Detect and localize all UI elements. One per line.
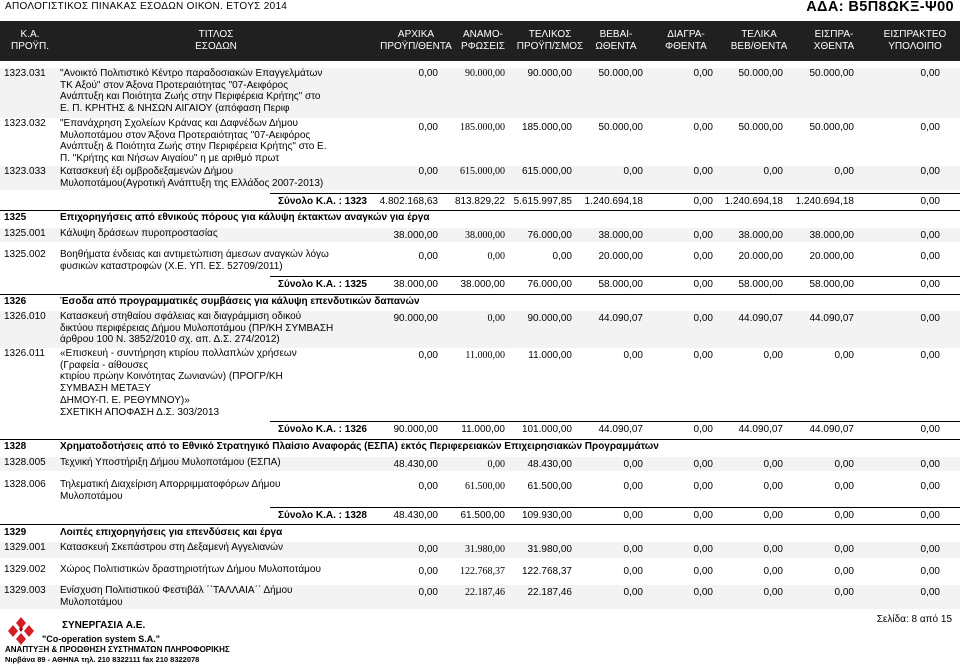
value-collected: 0,00: [834, 481, 854, 492]
col-final-header: ΤΕΛΙΚΟΣ ΠΡΟΫΠ/ΣΜΟΣ: [516, 29, 584, 52]
value-remaining: 0,00: [920, 230, 940, 241]
table-row: [0, 249, 960, 273]
value-final-certified: 0,00: [763, 459, 783, 470]
total-deleted: 0,00: [693, 279, 713, 290]
section-header: [0, 527, 960, 541]
value-deleted: 0,00: [693, 544, 713, 555]
row-code: 1325.001: [4, 228, 46, 239]
row-description: Τηλεματική Διαχείριση Απορριμματοφόρων Δήμου Μυλοποτάμου: [60, 479, 281, 502]
total-label: Σύνολο Κ.Α. : 1325: [278, 279, 367, 290]
total-final-certified: 44.090,07: [738, 424, 783, 435]
value-initial: 0,00: [418, 481, 438, 492]
total-initial: 48.430,00: [393, 510, 438, 521]
total-row: [0, 196, 960, 210]
value-revised: 90.000,00: [465, 68, 505, 79]
col-initial-header: ΑΡΧΙΚΑ ΠΡΟΫΠ/ΘΕΝΤΑ: [380, 29, 452, 52]
value-final-certified: 38.000,00: [738, 230, 783, 241]
total-label: Σύνολο Κ.Α. : 1323: [278, 196, 367, 207]
value-final-certified: 0,00: [763, 566, 783, 577]
row-description: Κατασκευή στηθαίου σφάλειας και διαγράμμιση οδικού δικτύου περιφέρειας Δήμου Μυλοποτάμου (ΠΡ/ΚΗ ΣΥΜΒΑΣΗ άρθρου 100 Ν. 3852/2010 σχ. απ. Δ.Σ. 274/2012): [60, 311, 334, 346]
total-collected: 0,00: [834, 510, 854, 521]
col-title-header: ΤΙΤΛΟΣ ΕΣΟΔΩΝ: [195, 29, 237, 52]
total-final-certified: 0,00: [763, 510, 783, 521]
value-collected: 0,00: [834, 544, 854, 555]
section-header: [0, 296, 960, 310]
row-code: 1323.033: [4, 166, 46, 177]
row-description: Κατασκευή Σκεπάστρου στη Δεξαμενή Αγγελιανών: [60, 542, 283, 553]
footer-description: ΑΝΑΠΤΥΞΗ & ΠΡΟΩΘΗΣΗ ΣΥΣΤΗΜΑΤΩΝ ΠΛΗΡΟΦΟΡΙΚΗΣ: [5, 645, 230, 654]
section-title: Επιχορηγήσεις από εθνικούς πόρους για κάλυψη έκτακτων αναγκών για έργα: [60, 212, 430, 223]
footer-system: "Co-operation system S.A.": [42, 634, 161, 644]
value-deleted: 0,00: [693, 230, 713, 241]
value-final-certified: 50.000,00: [738, 68, 783, 79]
total-deleted: 0,00: [693, 510, 713, 521]
total-revised: 38.000,00: [460, 279, 505, 290]
value-revised: 0,00: [487, 251, 505, 262]
value-initial: 0,00: [418, 566, 438, 577]
section-title: Έσοδα από προγραμματικές συμβάσεις για κάλυψη επενδυτικών δαπανών: [60, 296, 420, 307]
total-certified: 1.240.694,18: [584, 196, 643, 207]
total-remaining: 0,00: [920, 424, 940, 435]
value-revised: 122.768,37: [460, 566, 505, 577]
total-revised: 813.829,22: [454, 196, 505, 207]
value-initial: 90.000,00: [393, 313, 438, 324]
value-deleted: 0,00: [693, 350, 713, 361]
table-row: [0, 228, 960, 242]
section-divider: [0, 210, 960, 211]
value-collected: 0,00: [834, 566, 854, 577]
total-label: Σύνολο Κ.Α. : 1328: [278, 510, 367, 521]
ada-code: ΑΔΑ: Β5Π8ΩΚΞ-Ψ00: [806, 0, 954, 15]
total-row: [0, 279, 960, 293]
section-code: 1328: [4, 441, 27, 452]
section-header: [0, 212, 960, 226]
value-certified: 0,00: [623, 566, 643, 577]
value-initial: 0,00: [418, 166, 438, 177]
value-collected: 0,00: [834, 166, 854, 177]
row-code: 1328.005: [4, 457, 46, 468]
value-final-certified: 0,00: [763, 166, 783, 177]
total-collected: 44.090,07: [809, 424, 854, 435]
value-collected: 38.000,00: [809, 230, 854, 241]
col-collected-header: ΕΙΣΠΡΑ- ΧΘΕΝΤΑ: [813, 29, 855, 52]
col-remaining-header: ΕΙΣΠΡΑΚΤΕΟ ΥΠΟΛΟΙΠΟ: [883, 29, 947, 52]
table-row: [0, 585, 960, 609]
value-revised: 615.000,00: [460, 166, 505, 177]
total-revised: 61.500,00: [460, 510, 505, 521]
row-code: 1323.032: [4, 118, 46, 129]
value-collected: 20.000,00: [809, 251, 854, 262]
value-initial: 0,00: [418, 251, 438, 262]
row-code: 1326.010: [4, 311, 46, 322]
total-divider: [270, 193, 960, 194]
value-remaining: 0,00: [920, 587, 940, 598]
section-title: Λοιπές επιχορηγήσεις για επενδύσεις και έργα: [60, 527, 283, 538]
total-final: 109.930,00: [521, 510, 572, 521]
row-code: 1325.002: [4, 249, 46, 260]
value-revised: 31.980,00: [465, 544, 505, 555]
total-collected: 1.240.694,18: [795, 196, 854, 207]
value-final-certified: 20.000,00: [738, 251, 783, 262]
value-revised: 185.000,00: [460, 122, 505, 133]
value-initial: 0,00: [418, 544, 438, 555]
total-remaining: 0,00: [920, 510, 940, 521]
value-collected: 0,00: [834, 350, 854, 361]
section-divider: [0, 439, 960, 440]
col-deleted-header: ΔΙΑΓΡΑ- ΦΘΕΝΤΑ: [665, 29, 707, 52]
total-initial: 4.802.168,63: [379, 196, 438, 207]
row-description: Κάλυψη δράσεων πυροπροστασίας: [60, 228, 218, 239]
row-description: "Επανάχρηση Σχολείων Κράνας και Δαφνέδων Δήμου Μυλοποτάμου στον Άξονα Προτεραιότητας "07-Αειφόρος Ανάπτυξη & Ποιότητα Ζωής στην Περιφέρεια Κρήτης" στο Ε. Π. "Κρήτης και Νήσων Αιγαίου" η με αριθμό πρωτ: [60, 118, 327, 165]
table-row: [0, 542, 960, 558]
table-row: [0, 457, 960, 471]
value-initial: 0,00: [418, 587, 438, 598]
table-row: [0, 479, 960, 503]
value-certified: 0,00: [623, 587, 643, 598]
row-description: «Επισκευή - συντήρηση κτιρίου πολλαπλών χρήσεων (Γραφεία - αίθουσες κτιρίου πρώην Κοινότητας Ζωνιανών) (ΠΡΟΓΡ/ΚΗ ΣΥΜΒΑΣΗ ΜΕΤΑΞΥ ΔΗΜΟΥ-Π. Ε. ΡΕΘΥΜΝΟΥ)» ΣΧΕΤΙΚΗ ΑΠΟΦΑΣΗ Δ.Σ. 303/2013: [60, 348, 297, 418]
value-remaining: 0,00: [920, 68, 940, 79]
value-final: 22.187,46: [527, 587, 572, 598]
value-initial: 38.000,00: [393, 230, 438, 241]
row-code: 1329.003: [4, 585, 46, 596]
row-code: 1328.006: [4, 479, 46, 490]
value-collected: 0,00: [834, 459, 854, 470]
value-deleted: 0,00: [693, 122, 713, 133]
company-logo-icon: [6, 617, 36, 645]
page-number: Σελίδα: 8 από 15: [876, 614, 952, 625]
total-divider: [270, 507, 960, 508]
value-final: 76.000,00: [527, 230, 572, 241]
value-remaining: 0,00: [920, 350, 940, 361]
value-final-certified: 0,00: [763, 544, 783, 555]
col-revised-header: ΑΝΑΜΟ- ΡΦΩΣΕΙΣ: [461, 29, 505, 52]
value-certified: 50.000,00: [598, 68, 643, 79]
value-final: 122.768,37: [521, 566, 572, 577]
total-divider: [270, 421, 960, 422]
value-deleted: 0,00: [693, 459, 713, 470]
row-code: 1323.031: [4, 68, 46, 79]
footer-contact: Νιρβάνα 89 - ΑΘΗΝΑ τηλ. 210 8322111 fax 210 8322078: [5, 655, 200, 664]
value-certified: 0,00: [623, 481, 643, 492]
total-deleted: 0,00: [693, 424, 713, 435]
col-code-header: Κ.Α. ΠΡΟΫΠ.: [10, 29, 50, 52]
value-revised: 11.000,00: [465, 350, 505, 361]
value-final-certified: 0,00: [763, 587, 783, 598]
value-certified: 0,00: [623, 544, 643, 555]
value-final: 90.000,00: [527, 68, 572, 79]
total-certified: 58.000,00: [598, 279, 643, 290]
row-description: Κατασκευή έξι ομβροδεξαμενών Δήμου Μυλοποτάμου(Αγροτική Ανάπτυξη της Ελλάδος 2007-2013): [60, 166, 324, 189]
total-certified: 44.090,07: [598, 424, 643, 435]
value-collected: 50.000,00: [809, 122, 854, 133]
value-final-certified: 0,00: [763, 481, 783, 492]
total-collected: 58.000,00: [809, 279, 854, 290]
table-row: [0, 311, 960, 348]
total-final: 76.000,00: [527, 279, 572, 290]
value-initial: 0,00: [418, 122, 438, 133]
row-description: Τεχνική Υποστήριξη Δήμου Μυλοποτάμου (ΕΣΠΑ): [60, 457, 281, 468]
value-final: 185.000,00: [521, 122, 572, 133]
value-remaining: 0,00: [920, 566, 940, 577]
value-deleted: 0,00: [693, 166, 713, 177]
total-final-certified: 58.000,00: [738, 279, 783, 290]
value-certified: 44.090,07: [598, 313, 643, 324]
document-title: ΑΠΟΛΟΓΙΣΤΙΚΟΣ ΠΙΝΑΚΑΣ ΕΣΟΔΩΝ ΟΙΚΟΝ. ΕΤΟΥΣ 2014: [5, 1, 288, 12]
value-final: 61.500,00: [527, 481, 572, 492]
value-remaining: 0,00: [920, 481, 940, 492]
table-row: [0, 118, 960, 165]
value-final: 0,00: [552, 251, 572, 262]
value-revised: 22.187,46: [465, 587, 505, 598]
total-row: [0, 424, 960, 438]
section-title: Χρηματοδοτήσεις από το Εθνικό Στρατηγικό Πλαίσιο Αναφοράς (ΕΣΠΑ) εκτός Περιφερειακών Επιχειρησιακών Προγραμμάτων: [60, 441, 659, 452]
value-deleted: 0,00: [693, 566, 713, 577]
total-deleted: 0,00: [693, 196, 713, 207]
value-final: 615.000,00: [521, 166, 572, 177]
value-certified: 0,00: [623, 350, 643, 361]
section-code: 1329: [4, 527, 27, 538]
row-description: Χώρος Πολιτιστικών δραστηριοτήτων Δήμου Μυλοποτάμου: [60, 564, 321, 575]
value-initial: 0,00: [418, 68, 438, 79]
value-final-certified: 44.090,07: [738, 313, 783, 324]
col-certified-header: ΒΕΒΑΙ- ΩΘΕΝΤΑ: [595, 29, 637, 52]
value-collected: 0,00: [834, 587, 854, 598]
value-remaining: 0,00: [920, 251, 940, 262]
section-divider: [0, 294, 960, 295]
table-row: [0, 166, 960, 190]
value-final-certified: 50.000,00: [738, 122, 783, 133]
table-row: [0, 564, 960, 580]
value-certified: 0,00: [623, 166, 643, 177]
value-deleted: 0,00: [693, 313, 713, 324]
section-header: [0, 441, 960, 455]
total-row: [0, 510, 960, 524]
row-description: Βοηθήματα ένδειας και αντιμετώπιση άμεσων αναγκών λόγω φυσικών καταστροφών (Χ.Ε. ΥΠ. ΕΣ. 52709/2011): [60, 249, 329, 272]
value-certified: 20.000,00: [598, 251, 643, 262]
value-deleted: 0,00: [693, 481, 713, 492]
table-row: [0, 68, 960, 118]
table-header: [0, 21, 960, 61]
table-row: [0, 348, 960, 420]
total-remaining: 0,00: [920, 196, 940, 207]
value-remaining: 0,00: [920, 459, 940, 470]
total-certified: 0,00: [623, 510, 643, 521]
total-final: 101.000,00: [521, 424, 572, 435]
total-final: 5.615.997,85: [513, 196, 572, 207]
value-final: 90.000,00: [527, 313, 572, 324]
value-final: 11.000,00: [528, 350, 572, 361]
col-final-certified-header: ΤΕΛΙΚΑ ΒΕΒ/ΘΕΝΤΑ: [730, 29, 788, 52]
value-final-certified: 0,00: [763, 350, 783, 361]
total-final-certified: 1.240.694,18: [724, 196, 783, 207]
value-deleted: 0,00: [693, 587, 713, 598]
value-final: 31.980,00: [527, 544, 572, 555]
value-final: 48.430,00: [527, 459, 572, 470]
footer-company: ΣΥΝΕΡΓΑΣΙΑ Α.Ε.: [62, 620, 146, 631]
value-certified: 38.000,00: [598, 230, 643, 241]
row-description: Ενίσχυση Πολιτιστικού Φεστιβάλ ΄΄ΤΑΛΛΑΙΑ΄΄ Δήμου Μυλοποτάμου: [60, 585, 293, 608]
value-remaining: 0,00: [920, 544, 940, 555]
value-revised: 38.000,00: [465, 230, 505, 241]
row-code: 1326.011: [4, 348, 45, 359]
value-collected: 50.000,00: [809, 68, 854, 79]
value-certified: 0,00: [623, 459, 643, 470]
value-initial: 48.430,00: [393, 459, 438, 470]
value-remaining: 0,00: [920, 313, 940, 324]
value-deleted: 0,00: [693, 68, 713, 79]
value-deleted: 0,00: [693, 251, 713, 262]
row-code: 1329.002: [4, 564, 46, 575]
value-remaining: 0,00: [920, 166, 940, 177]
section-code: 1325: [4, 212, 27, 223]
value-revised: 61.500,00: [465, 481, 505, 492]
value-remaining: 0,00: [920, 122, 940, 133]
total-divider: [270, 276, 960, 277]
row-code: 1329.001: [4, 542, 46, 553]
value-collected: 44.090,07: [809, 313, 854, 324]
row-description: "Ανοικτό Πολιτιστικό Κέντρο παραδοσιακών Επαγγελμάτων ΤΚ Αξού" στον Άξονα Προτεραιότητας "07-Αειφόρος Ανάπτυξη και Ποιότητα Ζωής στην Περιφέρεια Κρήτης" στο Ε. Π. ΚΡΗΤΗΣ & ΝΗΣΩΝ ΑΙΓΑΙΟΥ (απόφαση Περιφ: [60, 68, 323, 115]
total-revised: 11.000,00: [461, 424, 505, 435]
total-initial: 90.000,00: [393, 424, 438, 435]
value-revised: 0,00: [487, 313, 505, 324]
total-label: Σύνολο Κ.Α. : 1326: [278, 424, 367, 435]
value-initial: 0,00: [418, 350, 438, 361]
value-revised: 0,00: [487, 459, 505, 470]
total-remaining: 0,00: [920, 279, 940, 290]
total-initial: 38.000,00: [393, 279, 438, 290]
section-divider: [0, 524, 960, 525]
value-certified: 50.000,00: [598, 122, 643, 133]
section-code: 1326: [4, 296, 27, 307]
